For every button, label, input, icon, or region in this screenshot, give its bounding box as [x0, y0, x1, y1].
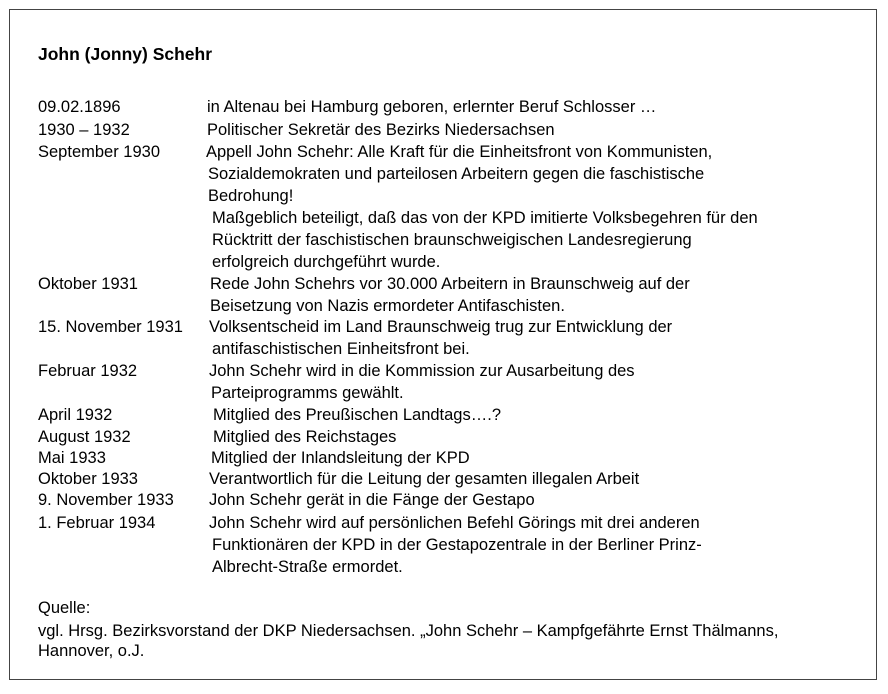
entry-text-line: in Altenau bei Hamburg geboren, erlernter Beruf Schlosser …: [207, 98, 657, 116]
entry-date: 09.02.1896: [38, 98, 121, 116]
source-line: vgl. Hrsg. Bezirksvorstand der DKP Niedersachsen. „John Schehr – Kampfgefährte Ernst Thälmanns,: [38, 622, 779, 640]
entry-text-line: Sozialdemokraten und parteilosen Arbeitern gegen die faschistische: [208, 165, 705, 183]
entry-date: September 1930: [38, 143, 161, 161]
entry-text-line: Mitglied des Preußischen Landtags….?: [213, 406, 501, 424]
entry-date: Oktober 1931: [38, 275, 138, 293]
entry-text-line: Beisetzung von Nazis ermordeter Antifaschisten.: [210, 297, 565, 315]
document-title: John (Jonny) Schehr: [38, 44, 213, 64]
entry-text-line: Funktionären der KPD in der Gestapozentrale in der Berliner Prinz-: [212, 536, 702, 554]
entry-text-line: Maßgeblich beteiligt, daß das von der KPD imitierte Volksbegehren für den: [212, 209, 758, 227]
entry-date: 9. November 1933: [38, 491, 174, 509]
entry-text-line: Rücktritt der faschistischen braunschweigischen Landesregierung: [212, 231, 692, 249]
entry-date: Oktober 1933: [38, 470, 138, 488]
entry-text-line: antifaschistischen Einheitsfront bei.: [212, 340, 470, 358]
entry-text-line: John Schehr gerät in die Fänge der Gestapo: [209, 491, 535, 509]
entry-text-line: Appell John Schehr: Alle Kraft für die Einheitsfront von Kommunisten,: [206, 143, 713, 161]
entry-text-line: Verantwortlich für die Leitung der gesamten illegalen Arbeit: [209, 470, 640, 488]
entry-text-line: Mitglied des Reichstages: [213, 428, 397, 446]
source-line: Hannover, o.J.: [38, 642, 145, 660]
entry-text-line: Politischer Sekretär des Bezirks Niedersachsen: [207, 121, 555, 139]
entry-text-line: Albrecht-Straße ermordet.: [212, 558, 403, 576]
entry-date: April 1932: [38, 406, 113, 424]
entry-date: 15. November 1931: [38, 318, 183, 336]
entry-text-line: John Schehr wird in die Kommission zur Ausarbeitung des: [209, 362, 635, 380]
entry-text-line: Rede John Schehrs vor 30.000 Arbeitern in Braunschweig auf der: [210, 275, 690, 293]
entry-date: 1930 – 1932: [38, 121, 130, 139]
entry-text-line: erfolgreich durchgeführt wurde.: [212, 253, 441, 271]
entry-text-line: Bedrohung!: [208, 187, 294, 205]
entry-date: Februar 1932: [38, 362, 138, 380]
entry-date: 1. Februar 1934: [38, 514, 156, 532]
entry-text-line: Parteiprogramms gewählt.: [211, 384, 404, 402]
entry-text-line: Mitglied der Inlandsleitung der KPD: [211, 449, 470, 467]
entry-text-line: John Schehr wird auf persönlichen Befehl Görings mit drei anderen: [209, 514, 700, 532]
entry-text-line: Volksentscheid im Land Braunschweig trug zur Entwicklung der: [209, 318, 673, 336]
source-label: Quelle:: [38, 599, 91, 617]
entry-date: Mai 1933: [38, 449, 106, 467]
entry-date: August 1932: [38, 428, 131, 446]
